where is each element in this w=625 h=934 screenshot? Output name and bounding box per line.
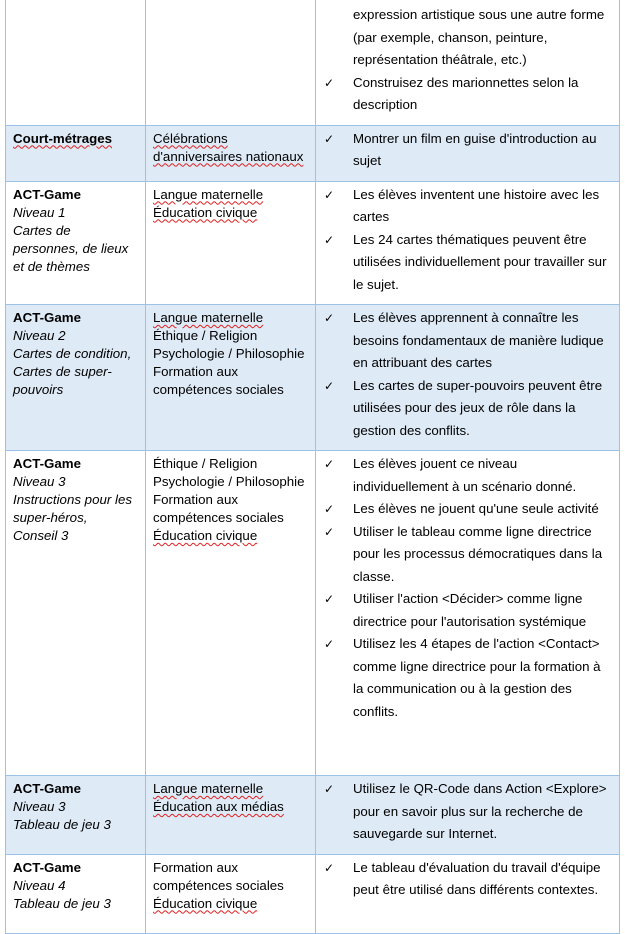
subject-item: Formation aux compétences sociales [153, 364, 284, 397]
check-icon: ✓ [324, 378, 335, 393]
table-row [6, 181, 620, 305]
bullet-continued-text: expression artistique sous une autre forme (par exemple, chanson, peinture, représentation théâtrale, etc.) [353, 7, 605, 67]
check-icon: ✓ [324, 311, 335, 325]
subjects-cell [146, 776, 316, 855]
bullet-item [324, 857, 613, 902]
bullet-text: Utiliser le tableau comme ligne directrice pour les processus démocratiques dans la classe. [353, 523, 603, 584]
activity-detail: Instructions pour les super-héros, [13, 492, 132, 525]
subject-item: Éthique / Religion [153, 328, 258, 343]
subject-item: Éducation civique [153, 895, 258, 911]
check-icon: ✓ [324, 592, 335, 606]
table-row [6, 451, 620, 776]
activity-detail: Cartes de personnes, de lieux et de thèmes [13, 222, 129, 274]
activity-title: ACT-Game [13, 310, 81, 325]
bullet-item [324, 307, 613, 375]
subject-item: Langue maternelle [153, 310, 264, 325]
subject-item: Formation aux compétences sociales [153, 859, 284, 893]
activity-cell [6, 305, 146, 451]
check-icon: ✓ [324, 232, 335, 247]
bullet-list [324, 453, 613, 723]
activity-detail: Niveau 3 [13, 799, 66, 814]
bullet-item [324, 72, 613, 117]
activity-title: Court-métrages [13, 130, 113, 146]
notes-cell [316, 305, 620, 451]
subject-item: Éducation civique [153, 204, 258, 220]
notes-cell [316, 451, 620, 776]
activity-cell [6, 0, 146, 125]
activity-detail: Tableau de jeu 3 [13, 895, 111, 911]
activity-title: ACT-Game [13, 781, 81, 796]
table-row [6, 854, 620, 933]
subject-item: Célébrations d'anniversaires nationaux [153, 130, 304, 164]
bullet-item [324, 588, 613, 633]
check-icon: ✓ [324, 637, 335, 651]
activity-detail: Cartes de condition, Cartes de super-pouvoirs [13, 346, 132, 397]
check-icon: ✓ [324, 782, 335, 796]
activity-detail: Niveau 4 [13, 877, 66, 893]
check-icon: ✓ [324, 75, 335, 90]
bullet-text: Les 24 cartes thématiques peuvent être utilisées individuellement pour travailler sur le sujet. [353, 231, 607, 292]
activity-title: ACT-Game [13, 186, 81, 202]
subject-item: Psychologie / Philosophie [153, 474, 305, 489]
activity-detail: Tableau de jeu 3 [13, 817, 111, 832]
bullet-item [324, 229, 613, 297]
bullet-text: Utiliser l'action <Décider> comme ligne directrice pour l'autorisation systémique [353, 591, 587, 629]
subject-item: Éducation aux médias [153, 799, 284, 814]
activity-cell [6, 181, 146, 305]
table-row [6, 776, 620, 855]
bullet-list [324, 128, 613, 173]
bullet-item [324, 633, 613, 723]
activity-detail: Conseil 3 [13, 528, 69, 543]
bullet-item [324, 498, 613, 521]
activity-title: ACT-Game [13, 859, 81, 875]
subjects-cell [146, 125, 316, 181]
subjects-cell [146, 0, 316, 125]
notes-cell [316, 125, 620, 181]
check-icon: ✓ [324, 187, 335, 202]
activity-cell [6, 854, 146, 933]
activity-detail: Niveau 2 [13, 328, 66, 343]
subject-item: Psychologie / Philosophie [153, 346, 305, 361]
bullet-item [324, 375, 613, 443]
table-row [6, 305, 620, 451]
activity-cell [6, 451, 146, 776]
subject-item: Langue maternelle [153, 781, 264, 796]
bullet-list [324, 857, 613, 902]
bullet-list [324, 778, 613, 846]
bullet-text: Les élèves ne jouent qu'une seule activité [353, 501, 599, 516]
bullet-text: Les cartes de super-pouvoirs peuvent être utilisées pour des jeux de rôle dans la gestion des conflits. [353, 377, 603, 438]
table-row [6, 125, 620, 181]
bullet-item [324, 521, 613, 589]
bullet-list [324, 72, 613, 117]
check-icon: ✓ [324, 457, 335, 471]
activities-table [5, 0, 620, 934]
bullet-text: Les élèves inventent une histoire avec les cartes [353, 186, 600, 224]
bullet-text: Les élèves apprennent à connaître les besoins fondamentaux de manière ludique en attribuant des cartes [353, 310, 604, 370]
notes-cell [316, 776, 620, 855]
activity-detail: Niveau 1 [13, 204, 66, 220]
activity-detail: Niveau 3 [13, 474, 66, 489]
subject-item: Éthique / Religion [153, 456, 258, 471]
bullet-text: Les élèves jouent ce niveau individuellement à un scénario donné. [353, 456, 577, 494]
subjects-cell [146, 305, 316, 451]
notes-cell [316, 854, 620, 933]
bullet-text: Utilisez les 4 étapes de l'action <Contact> comme ligne directrice pour la formation à la communication ou à la gestion des conflits. [353, 636, 601, 719]
bullet-item [324, 184, 613, 229]
notes-cell [316, 181, 620, 305]
table-row [6, 0, 620, 125]
check-icon: ✓ [324, 860, 335, 875]
check-icon: ✓ [324, 502, 335, 516]
bullet-text: Utilisez le QR-Code dans Action <Explore> pour en savoir plus sur la recherche de sauvegarde sur Internet. [353, 781, 607, 841]
subject-item: Langue maternelle [153, 186, 264, 202]
activity-cell [6, 125, 146, 181]
bullet-item [324, 778, 613, 846]
subject-item: Formation aux compétences sociales [153, 492, 284, 525]
check-icon: ✓ [324, 524, 335, 539]
activity-title: ACT-Game [13, 456, 81, 471]
bullet-text: Le tableau d'évaluation du travail d'équipe peut être utilisé dans différents contextes. [353, 859, 601, 897]
bullet-list [324, 184, 613, 297]
notes-cell [316, 0, 620, 125]
bullet-text: Montrer un film en guise d'introduction au sujet [353, 130, 597, 168]
bullet-item [324, 128, 613, 173]
bullet-text: Construisez des marionnettes selon la description [353, 74, 579, 112]
subject-item: Éducation civique [153, 528, 258, 543]
subjects-cell [146, 451, 316, 776]
activity-cell [6, 776, 146, 855]
subjects-cell [146, 854, 316, 933]
subjects-cell [146, 181, 316, 305]
bullet-item [324, 453, 613, 498]
check-icon: ✓ [324, 131, 335, 146]
bullet-list [324, 307, 613, 442]
